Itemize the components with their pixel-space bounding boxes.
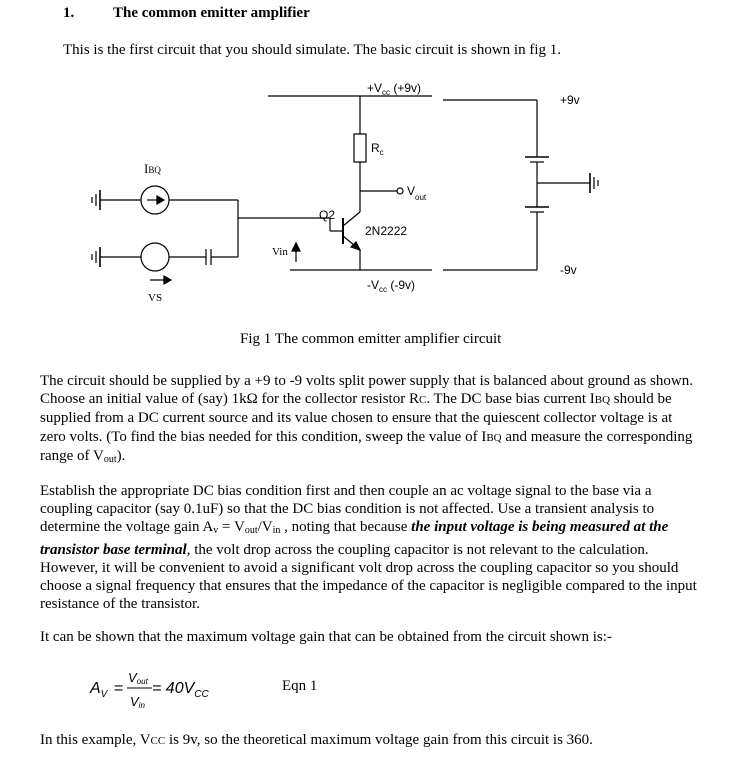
section-title: The common emitter amplifier bbox=[113, 5, 310, 21]
voltage-source bbox=[141, 243, 169, 271]
vin-label: Vin bbox=[272, 246, 288, 258]
section-number: 1. bbox=[63, 5, 75, 21]
intro-paragraph: This is the first circuit that you should simulate. The basic circuit is shown in fig 1. bbox=[63, 42, 561, 58]
paragraph-dc-bias: Establish the appropriate DC bias condition first and then couple an ac voltage signal to the base via a coupling capacitor (say 0.1uF) so that the DC bias condition is not affected. Use a transient analysis to determine the voltage gain $A_v = V_{out}/V_{in}$ , noting that because the input voltage is being measured at the transistor base terminal, the volt drop across the coupling capacitor is not relevant to the calculation. However, it will be convenient to avoid a significant volt drop across the coupling capacitor so you should choose a signal frequency that ensures that the impedance of the capacitor is negligible compared to the input resistance of the transistor. bbox=[40, 483, 697, 613]
vs-label: VS bbox=[148, 292, 163, 304]
svg-text:= 40VCC: = $40V_{CC}$ bbox=[152, 680, 209, 700]
figure-caption: Fig 1 The common emitter amplifier circuit bbox=[240, 331, 502, 347]
vcc-bottom-label: $-V_{cc}$ (-9v) bbox=[367, 278, 415, 294]
gain-equation bbox=[80, 664, 230, 714]
paragraph-power-supply: The circuit should be supplied by a +9 to -9 volts split power supply that is balanced about ground as shown. Choose an initial value of (say) 1kΩ for the collector resistor RC. The DC base bias current IBQ should be supplied from a DC current source and its value chosen to ensure that the quiescent collector voltage is at zero volts. (To find the bias needed for this condition, sweep the value of IBQ and measure the corresponding range of $V_{out}$). bbox=[40, 373, 693, 465]
svg-text:Vout: Vout bbox=[128, 670, 148, 686]
paragraph-max-gain: It can be shown that the maximum voltage gain that can be obtained from the circuit shown is:- bbox=[40, 629, 612, 645]
ibq-label: IBQ bbox=[144, 161, 161, 176]
circuit-diagram bbox=[0, 70, 736, 320]
svg-text:AV: $A_V$ bbox=[90, 680, 108, 700]
svg-text:=: = bbox=[114, 680, 124, 697]
vout-terminal bbox=[397, 188, 403, 194]
equation-label: Eqn 1 bbox=[282, 678, 318, 694]
paragraph-example: In this example, VCC is 9v, so the theoretical maximum voltage gain from this circuit is 360. bbox=[40, 732, 593, 748]
transistor-label: 2N2222 bbox=[365, 224, 408, 238]
collector-resistor bbox=[354, 134, 366, 162]
svg-text:Vin: Vin bbox=[130, 694, 145, 710]
vout-label: $V_{out}$ bbox=[407, 184, 427, 202]
supply-positive-label: +9v bbox=[560, 93, 580, 107]
supply-negative-label: -9v bbox=[560, 263, 577, 277]
rc-label: $R_c$ bbox=[371, 141, 384, 157]
q2-label: Q2 bbox=[319, 208, 336, 222]
section-heading bbox=[63, 5, 310, 22]
vcc-top-label: $+V_{cc}$ (+9v) bbox=[367, 81, 422, 97]
